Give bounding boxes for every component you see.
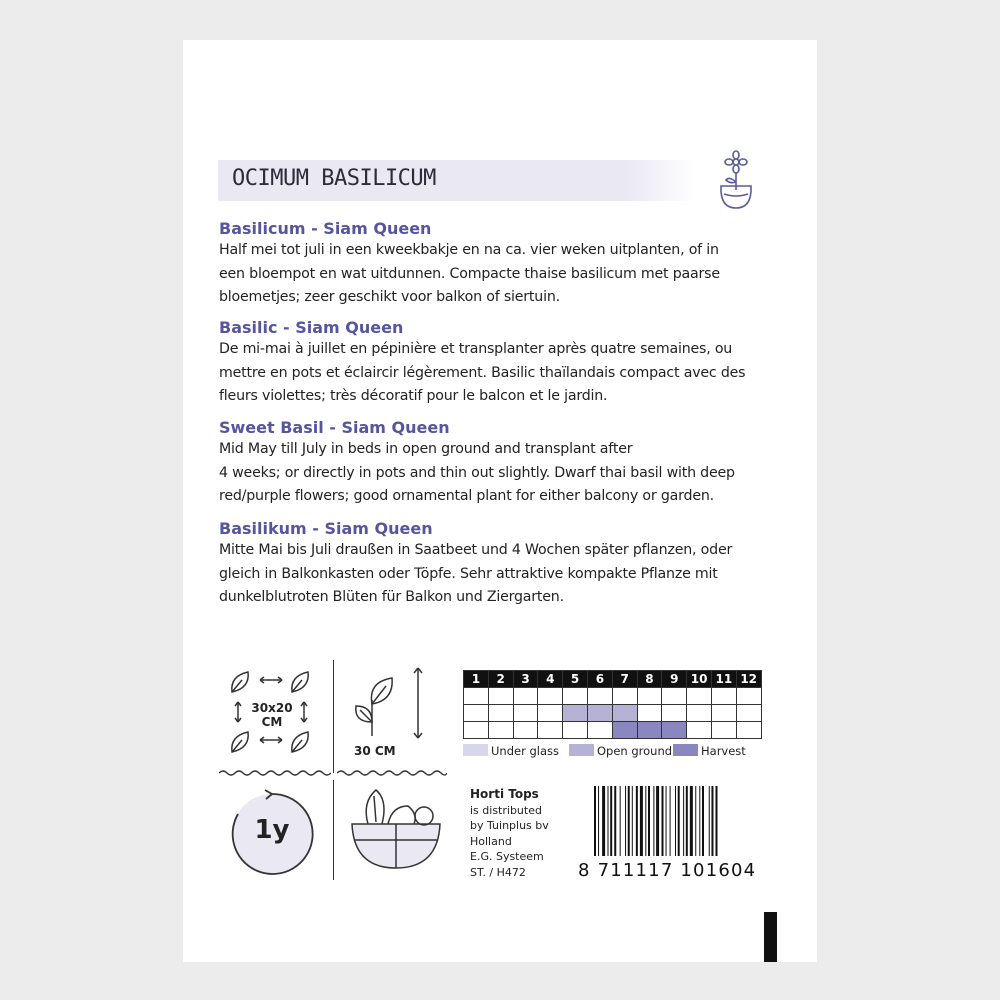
calendar-cell (736, 705, 761, 722)
calendar-cell (662, 722, 687, 739)
spacing-value: 30x20 (251, 701, 293, 715)
calendar-cell (662, 688, 687, 705)
calendar-months-row (464, 671, 762, 688)
barcode-bar (653, 786, 654, 856)
section-body-english (219, 438, 789, 509)
calendar-cell (563, 722, 588, 739)
month-cell: 5 (563, 671, 588, 688)
calendar-cell (687, 705, 712, 722)
calendar-cell (464, 705, 489, 722)
calendar-cell (711, 705, 736, 722)
barcode-image (594, 786, 769, 856)
barcode-bar (632, 786, 633, 856)
barcode-bar (662, 786, 664, 856)
calendar-row-under-glass (464, 688, 762, 705)
sowing-calendar (463, 670, 762, 739)
barcode-bar (695, 786, 696, 856)
barcode-bar (699, 786, 700, 856)
calendar-cell (538, 705, 563, 722)
barcode-bar (675, 786, 676, 856)
calendar-cell (538, 722, 563, 739)
calendar-row-harvest (464, 722, 762, 739)
barcode-bar (602, 786, 605, 856)
legend-swatch (673, 744, 698, 756)
distributor-line: E.G. Systeem (470, 850, 544, 863)
text-line: dunkelblutroten Blüten für Balkon und Ziergarten. (219, 589, 564, 605)
calendar-cell (711, 722, 736, 739)
month-cell: 9 (662, 671, 687, 688)
barcode-bar (686, 786, 688, 856)
plant-height-icon (350, 664, 440, 744)
calendar-cell (488, 705, 513, 722)
month-cell: 7 (612, 671, 637, 688)
calendar-cell (736, 722, 761, 739)
barcode-bar (645, 786, 646, 856)
registration-mark (764, 912, 777, 962)
calendar-cell (538, 688, 563, 705)
section-german (219, 519, 789, 610)
barcode-bar (640, 786, 643, 856)
legend-open-ground (569, 744, 672, 758)
barcode-bar (608, 786, 609, 856)
text-line: red/purple flowers; good ornamental plant for either balcony or garden. (219, 488, 714, 504)
distributor-info (470, 787, 549, 880)
latin-name-title: OCIMUM BASILICUM (232, 166, 436, 191)
section-title-english: Sweet Basil - Siam Queen (219, 418, 450, 437)
month-cell: 12 (736, 671, 761, 688)
section-english (219, 418, 789, 509)
barcode-number: 8 711117 101604 (578, 860, 757, 881)
barcode-bar (648, 786, 650, 856)
calendar-cell (587, 688, 612, 705)
text-line: 4 weeks; or directly in pots and thin out slightly. Dwarf thai basil with deep (219, 464, 735, 481)
section-french (219, 318, 789, 409)
month-cell: 8 (637, 671, 662, 688)
calendar-cell (612, 688, 637, 705)
text-line: bloemetjes; zeer geschikt voor balkon of siertuin. (219, 289, 560, 305)
legend-swatch (463, 744, 488, 756)
calendar-cell (612, 705, 637, 722)
barcode-bar (666, 786, 667, 856)
barcode-bar (628, 786, 630, 856)
calendar-cell (488, 722, 513, 739)
text-line: fleurs violettes; très décoratif pour le balcon et le jardin. (219, 388, 608, 404)
wavy-divider (219, 769, 331, 777)
calendar-cell (637, 722, 662, 739)
barcode-bar (614, 786, 616, 856)
barcode-bar (594, 786, 596, 856)
legend-label: Harvest (701, 744, 746, 758)
divider (333, 660, 334, 773)
barcode-bar (610, 786, 612, 856)
legend-label: Open ground (597, 744, 673, 758)
text-line: Mitte Mai bis Juli draußen in Saatbeet und 4 Wochen später pflanzen, oder (219, 542, 733, 558)
calendar-cell (736, 688, 761, 705)
section-title-french: Basilic - Siam Queen (219, 318, 404, 337)
barcode-bar (598, 786, 599, 856)
calendar-cell (711, 688, 736, 705)
month-cell: 1 (464, 671, 489, 688)
flower-pot-icon (714, 150, 758, 212)
section-body-dutch (219, 239, 789, 310)
section-dutch (219, 219, 789, 310)
divider (333, 780, 334, 880)
month-cell: 2 (488, 671, 513, 688)
calendar-cell (488, 688, 513, 705)
barcode-bar (716, 786, 718, 856)
calendar-cell (587, 705, 612, 722)
month-cell: 6 (587, 671, 612, 688)
calendar-cell (687, 688, 712, 705)
calendar-row-open-ground (464, 705, 762, 722)
spacing-label (245, 701, 299, 729)
calendar-cell (513, 722, 538, 739)
legend-label: Under glass (491, 744, 559, 758)
calendar-cell (687, 722, 712, 739)
calendar-cell (513, 688, 538, 705)
section-body-german (219, 539, 789, 610)
distributor-line: is distributed (470, 803, 542, 817)
section-body-french (219, 338, 789, 409)
height-label: 30 CM (354, 744, 396, 758)
distributor-line: Holland (470, 834, 512, 848)
barcode-bar (711, 786, 713, 856)
barcode-bar (656, 786, 659, 856)
brand-name: Horti Tops (470, 787, 539, 801)
legend-harvest (673, 744, 746, 758)
text-line: Mid May till July in beds in open ground and transplant after (219, 441, 633, 457)
distributor-line: ST. / H472 (470, 865, 526, 879)
calendar-cell (464, 688, 489, 705)
barcode-bar (683, 786, 684, 856)
month-cell: 3 (513, 671, 538, 688)
month-cell: 11 (711, 671, 736, 688)
barcode-bar (690, 786, 693, 856)
barcode-bar (625, 786, 626, 856)
text-line: Half mei tot juli in een kweekbakje en na ca. vier weken uitplanten, of in (219, 242, 719, 258)
text-line: gleich in Balkonkasten oder Töpfe. Sehr attraktive kompakte Pflanze mit (219, 565, 718, 582)
barcode-bar (636, 786, 638, 856)
distributor-line: by Tuinplus bv (470, 819, 549, 832)
barcode-bar (670, 786, 671, 856)
month-cell: 10 (687, 671, 712, 688)
text-line: een bloempot en wat uitdunnen. Compacte thaise basilicum met paarse (219, 265, 720, 282)
month-cell: 4 (538, 671, 563, 688)
barcode-bar (678, 786, 680, 856)
barcode-bar (620, 786, 621, 856)
calendar-cell (612, 722, 637, 739)
calendar-cell (513, 705, 538, 722)
calendar-cell (464, 722, 489, 739)
harvest-bowl-icon (348, 780, 444, 876)
lifecycle-label: 1y (254, 815, 290, 845)
section-title-dutch: Basilicum - Siam Queen (219, 219, 432, 238)
calendar-cell (637, 688, 662, 705)
calendar-cell (587, 722, 612, 739)
calendar-cell (563, 705, 588, 722)
calendar-cell (662, 705, 687, 722)
spacing-unit: CM (261, 715, 283, 729)
section-title-german: Basilikum - Siam Queen (219, 519, 433, 538)
calendar-cell (563, 688, 588, 705)
text-line: mettre en pots et éclaircir légèrement. Basilic thaïlandais compact avec des (219, 364, 746, 381)
text-line: De mi-mai à juillet en pépinière et transplanter après quatre semaines, ou (219, 341, 733, 357)
barcode-bar (709, 786, 710, 856)
calendar-cell (637, 705, 662, 722)
legend-under-glass (463, 744, 559, 758)
barcode-bar (702, 786, 704, 856)
legend-swatch (569, 744, 594, 756)
wavy-divider (337, 769, 447, 777)
